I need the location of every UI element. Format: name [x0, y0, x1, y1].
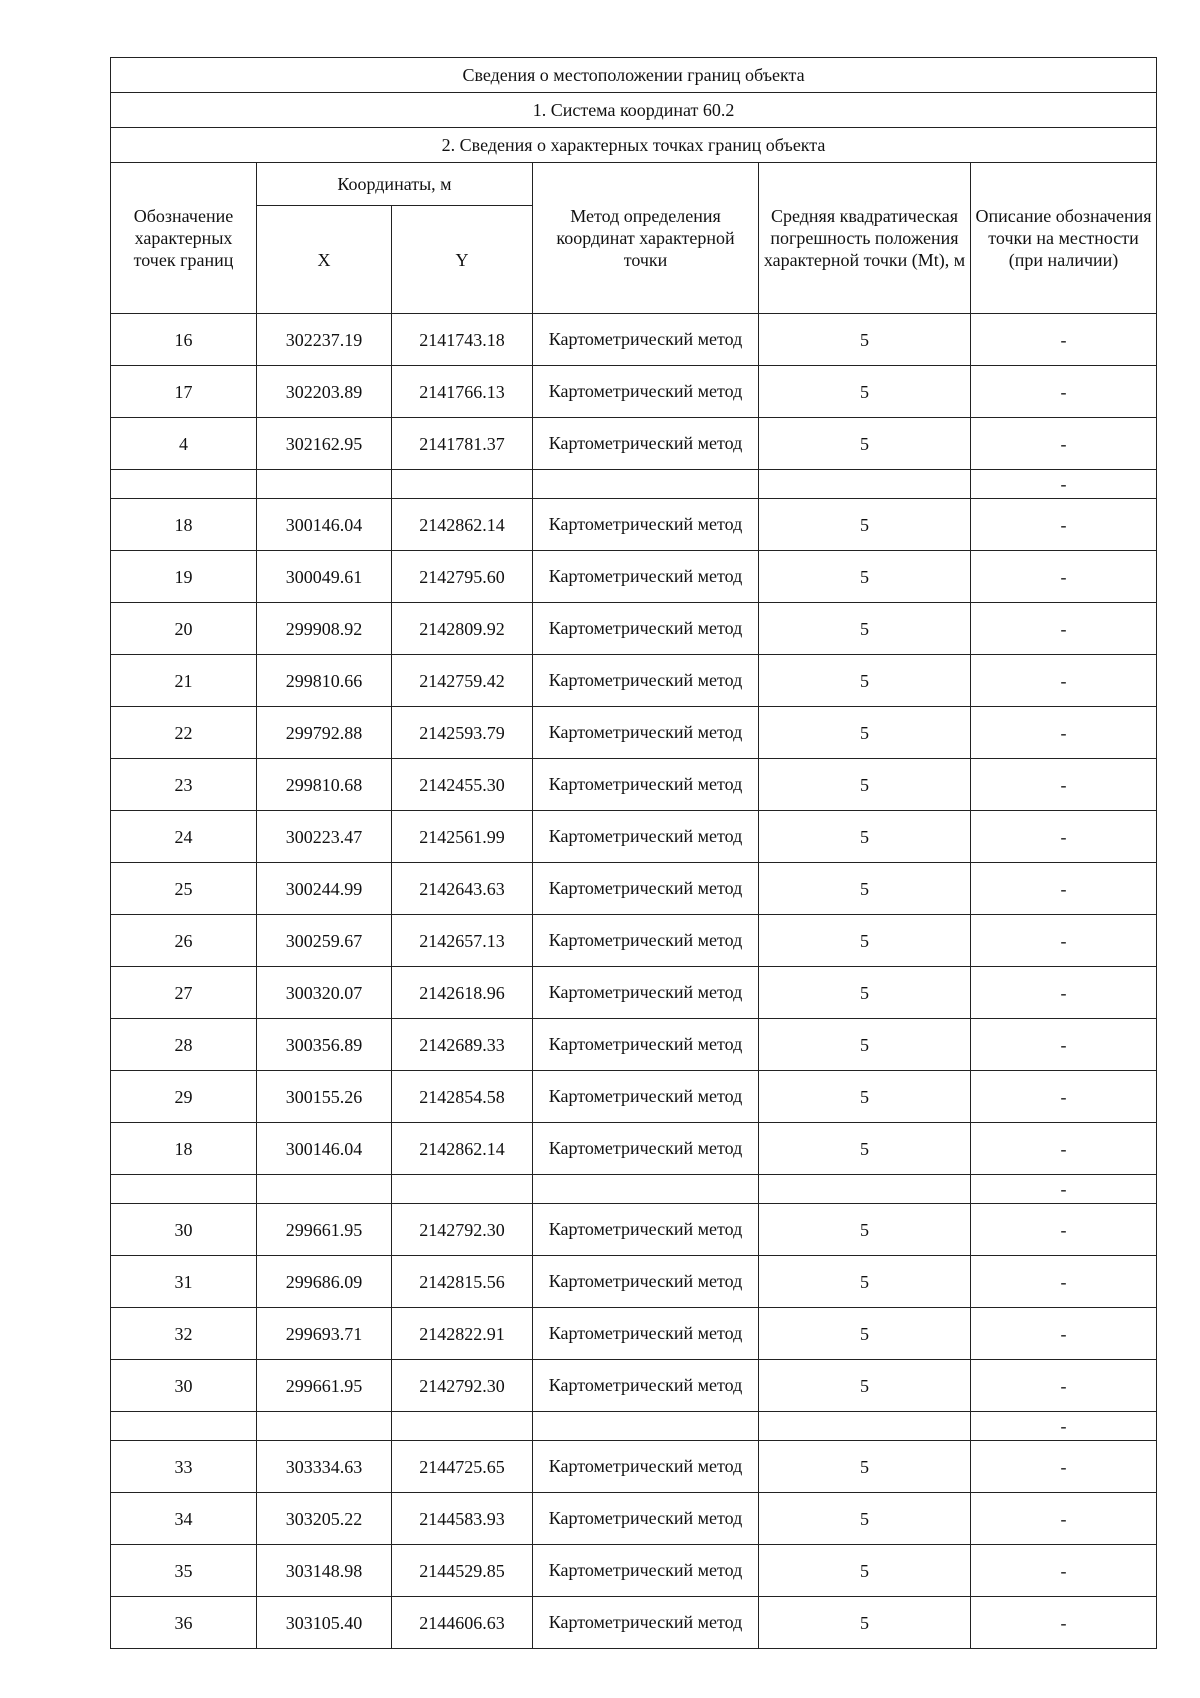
cell-x: 303205.22: [257, 1493, 392, 1545]
cell-x: 302237.19: [257, 314, 392, 366]
cell-y: 2142455.30: [392, 759, 533, 811]
table-row: [111, 418, 1157, 470]
header-x: X: [257, 206, 392, 314]
header-coords: Координаты, м: [257, 163, 533, 206]
cell-method: Картометрический метод: [533, 1441, 759, 1493]
cell-description: -: [971, 759, 1157, 811]
cell-description: -: [971, 863, 1157, 915]
table-row: [111, 1597, 1157, 1649]
cell-method: Картометрический метод: [533, 551, 759, 603]
cell-method: Картометрический метод: [533, 418, 759, 470]
cell-method: Картометрический метод: [533, 1360, 759, 1412]
cell-point: 31: [111, 1256, 257, 1308]
header-y: Y: [392, 206, 533, 314]
cell-error: 5: [759, 655, 971, 707]
cell-error: 5: [759, 314, 971, 366]
cell-point: 23: [111, 759, 257, 811]
cell-error: 5: [759, 1204, 971, 1256]
cell-method: Картометрический метод: [533, 499, 759, 551]
cell-point: 22: [111, 707, 257, 759]
cell-method: Картометрический метод: [533, 1256, 759, 1308]
cell-method: Картометрический метод: [533, 655, 759, 707]
cell-error: 5: [759, 499, 971, 551]
cell-method: Картометрический метод: [533, 603, 759, 655]
cell-description: -: [971, 470, 1157, 499]
cell-error: 5: [759, 551, 971, 603]
cell-error: [759, 470, 971, 499]
cell-y: 2144606.63: [392, 1597, 533, 1649]
cell-method: Картометрический метод: [533, 1204, 759, 1256]
table-row: [111, 655, 1157, 707]
cell-error: 5: [759, 1019, 971, 1071]
cell-method: Картометрический метод: [533, 967, 759, 1019]
cell-x: 300259.67: [257, 915, 392, 967]
cell-point: 27: [111, 967, 257, 1019]
table-row: [111, 603, 1157, 655]
cell-point: 17: [111, 366, 257, 418]
cell-method: Картометрический метод: [533, 863, 759, 915]
cell-point: 36: [111, 1597, 257, 1649]
separator-row: [111, 1412, 1157, 1441]
cell-x: [257, 1175, 392, 1204]
cell-x: 300049.61: [257, 551, 392, 603]
cell-method: Картометрический метод: [533, 707, 759, 759]
table-row: [111, 1545, 1157, 1597]
cell-error: 5: [759, 418, 971, 470]
cell-x: [257, 470, 392, 499]
title-row: [111, 58, 1157, 93]
cell-point: 26: [111, 915, 257, 967]
cell-y: [392, 1175, 533, 1204]
cell-y: 2142792.30: [392, 1360, 533, 1412]
cell-point: [111, 1175, 257, 1204]
cell-method: Картометрический метод: [533, 1019, 759, 1071]
table-row: [111, 759, 1157, 811]
cell-description: -: [971, 1175, 1157, 1204]
table-row: [111, 707, 1157, 759]
cell-y: 2141766.13: [392, 366, 533, 418]
cell-error: 5: [759, 1256, 971, 1308]
cell-y: [392, 470, 533, 499]
cell-point: 18: [111, 499, 257, 551]
table-row: [111, 366, 1157, 418]
cell-point: [111, 1412, 257, 1441]
cell-error: 5: [759, 759, 971, 811]
cell-x: 300155.26: [257, 1071, 392, 1123]
cell-x: 299810.68: [257, 759, 392, 811]
cell-point: 28: [111, 1019, 257, 1071]
section-title: 2. Сведения о характерных точках границ объекта: [111, 128, 1157, 163]
cell-point: 24: [111, 811, 257, 863]
header-description: Описание обозначения точки на местности (при наличии): [971, 163, 1157, 314]
cell-error: 5: [759, 603, 971, 655]
cell-method: Картометрический метод: [533, 1071, 759, 1123]
cell-x: 303148.98: [257, 1545, 392, 1597]
cell-error: 5: [759, 707, 971, 759]
cell-x: 300223.47: [257, 811, 392, 863]
cell-error: 5: [759, 1360, 971, 1412]
cell-method: Картометрический метод: [533, 915, 759, 967]
cell-error: 5: [759, 811, 971, 863]
cell-x: 299810.66: [257, 655, 392, 707]
cell-error: 5: [759, 1071, 971, 1123]
cell-method: [533, 1412, 759, 1441]
cell-y: 2142792.30: [392, 1204, 533, 1256]
cell-description: -: [971, 655, 1157, 707]
header-method: Метод определения координат характерной точки: [533, 163, 759, 314]
table-row: [111, 863, 1157, 915]
table-row: [111, 1071, 1157, 1123]
cell-description: -: [971, 967, 1157, 1019]
table-row: [111, 1308, 1157, 1360]
cell-error: [759, 1412, 971, 1441]
cell-error: 5: [759, 863, 971, 915]
cell-description: -: [971, 1545, 1157, 1597]
cell-method: Картометрический метод: [533, 759, 759, 811]
header-point: Обозначение характерных точек границ: [111, 163, 257, 314]
cell-point: 4: [111, 418, 257, 470]
cell-description: -: [971, 1597, 1157, 1649]
cell-point: 32: [111, 1308, 257, 1360]
table-row: [111, 499, 1157, 551]
cell-error: 5: [759, 1123, 971, 1175]
cell-y: 2142689.33: [392, 1019, 533, 1071]
cell-y: 2142822.91: [392, 1308, 533, 1360]
cell-point: 33: [111, 1441, 257, 1493]
cell-method: Картометрический метод: [533, 314, 759, 366]
cell-y: 2141781.37: [392, 418, 533, 470]
cell-method: Картометрический метод: [533, 1597, 759, 1649]
boundary-points-table: [110, 57, 1157, 1649]
cell-y: 2142561.99: [392, 811, 533, 863]
cell-point: 30: [111, 1360, 257, 1412]
cell-point: 30: [111, 1204, 257, 1256]
table-row: [111, 1441, 1157, 1493]
cell-method: [533, 470, 759, 499]
table-row: [111, 1019, 1157, 1071]
cell-description: -: [971, 1360, 1157, 1412]
cell-x: 300244.99: [257, 863, 392, 915]
table-row: [111, 967, 1157, 1019]
cell-y: 2141743.18: [392, 314, 533, 366]
separator-row: [111, 470, 1157, 499]
cell-method: Картометрический метод: [533, 1123, 759, 1175]
header-row-top: [111, 163, 1157, 206]
cell-error: 5: [759, 366, 971, 418]
cell-description: -: [971, 366, 1157, 418]
cell-description: -: [971, 1071, 1157, 1123]
cell-method: Картометрический метод: [533, 1308, 759, 1360]
cell-error: 5: [759, 1493, 971, 1545]
cell-error: 5: [759, 1597, 971, 1649]
cell-y: 2142759.42: [392, 655, 533, 707]
cell-point: 19: [111, 551, 257, 603]
cell-y: 2142657.13: [392, 915, 533, 967]
cell-point: 16: [111, 314, 257, 366]
cell-x: 299686.09: [257, 1256, 392, 1308]
cell-x: 302203.89: [257, 366, 392, 418]
cell-x: [257, 1412, 392, 1441]
cell-description: -: [971, 551, 1157, 603]
table-row: [111, 1204, 1157, 1256]
cell-error: 5: [759, 967, 971, 1019]
coordinate-system-row: [111, 93, 1157, 128]
table-row: [111, 1123, 1157, 1175]
cell-description: -: [971, 1204, 1157, 1256]
cell-error: [759, 1175, 971, 1204]
cell-description: -: [971, 499, 1157, 551]
cell-point: 21: [111, 655, 257, 707]
cell-y: 2142815.56: [392, 1256, 533, 1308]
cell-x: 299661.95: [257, 1360, 392, 1412]
cell-description: -: [971, 314, 1157, 366]
coordinate-system: 1. Система координат 60.2: [111, 93, 1157, 128]
cell-x: 299792.88: [257, 707, 392, 759]
cell-description: -: [971, 603, 1157, 655]
cell-x: 299661.95: [257, 1204, 392, 1256]
cell-point: 18: [111, 1123, 257, 1175]
cell-method: [533, 1175, 759, 1204]
header-error: Средняя квадратическая погрешность положения характерной точки (Mt), м: [759, 163, 971, 314]
table-row: [111, 1256, 1157, 1308]
cell-error: 5: [759, 1441, 971, 1493]
cell-error: 5: [759, 915, 971, 967]
cell-point: 20: [111, 603, 257, 655]
cell-y: 2142795.60: [392, 551, 533, 603]
cell-error: 5: [759, 1545, 971, 1597]
cell-x: 303334.63: [257, 1441, 392, 1493]
cell-description: -: [971, 1308, 1157, 1360]
cell-y: 2142862.14: [392, 499, 533, 551]
cell-method: Картометрический метод: [533, 366, 759, 418]
cell-y: 2142809.92: [392, 603, 533, 655]
cell-y: 2144725.65: [392, 1441, 533, 1493]
cell-x: 300320.07: [257, 967, 392, 1019]
cell-description: -: [971, 1123, 1157, 1175]
separator-row: [111, 1175, 1157, 1204]
cell-point: 25: [111, 863, 257, 915]
table-row: [111, 811, 1157, 863]
cell-y: 2142618.96: [392, 967, 533, 1019]
cell-x: 300146.04: [257, 1123, 392, 1175]
cell-error: 5: [759, 1308, 971, 1360]
cell-x: 300356.89: [257, 1019, 392, 1071]
cell-y: 2144529.85: [392, 1545, 533, 1597]
document-title: Сведения о местоположении границ объекта: [111, 58, 1157, 93]
table-row: [111, 1360, 1157, 1412]
cell-x: 302162.95: [257, 418, 392, 470]
table-row: [111, 915, 1157, 967]
cell-x: 303105.40: [257, 1597, 392, 1649]
cell-x: 299693.71: [257, 1308, 392, 1360]
cell-description: -: [971, 915, 1157, 967]
cell-description: -: [971, 811, 1157, 863]
cell-y: 2142862.14: [392, 1123, 533, 1175]
cell-description: -: [971, 707, 1157, 759]
cell-method: Картометрический метод: [533, 1493, 759, 1545]
cell-x: 300146.04: [257, 499, 392, 551]
cell-y: [392, 1412, 533, 1441]
cell-description: -: [971, 418, 1157, 470]
table-row: [111, 314, 1157, 366]
section-title-row: [111, 128, 1157, 163]
cell-point: [111, 470, 257, 499]
cell-point: 35: [111, 1545, 257, 1597]
cell-point: 34: [111, 1493, 257, 1545]
cell-method: Картометрический метод: [533, 1545, 759, 1597]
cell-y: 2142854.58: [392, 1071, 533, 1123]
table-row: [111, 1493, 1157, 1545]
cell-description: -: [971, 1256, 1157, 1308]
cell-point: 29: [111, 1071, 257, 1123]
cell-y: 2144583.93: [392, 1493, 533, 1545]
cell-description: -: [971, 1441, 1157, 1493]
cell-description: -: [971, 1412, 1157, 1441]
cell-x: 299908.92: [257, 603, 392, 655]
table-row: [111, 551, 1157, 603]
cell-y: 2142643.63: [392, 863, 533, 915]
cell-description: -: [971, 1019, 1157, 1071]
cell-description: -: [971, 1493, 1157, 1545]
cell-method: Картометрический метод: [533, 811, 759, 863]
cell-y: 2142593.79: [392, 707, 533, 759]
